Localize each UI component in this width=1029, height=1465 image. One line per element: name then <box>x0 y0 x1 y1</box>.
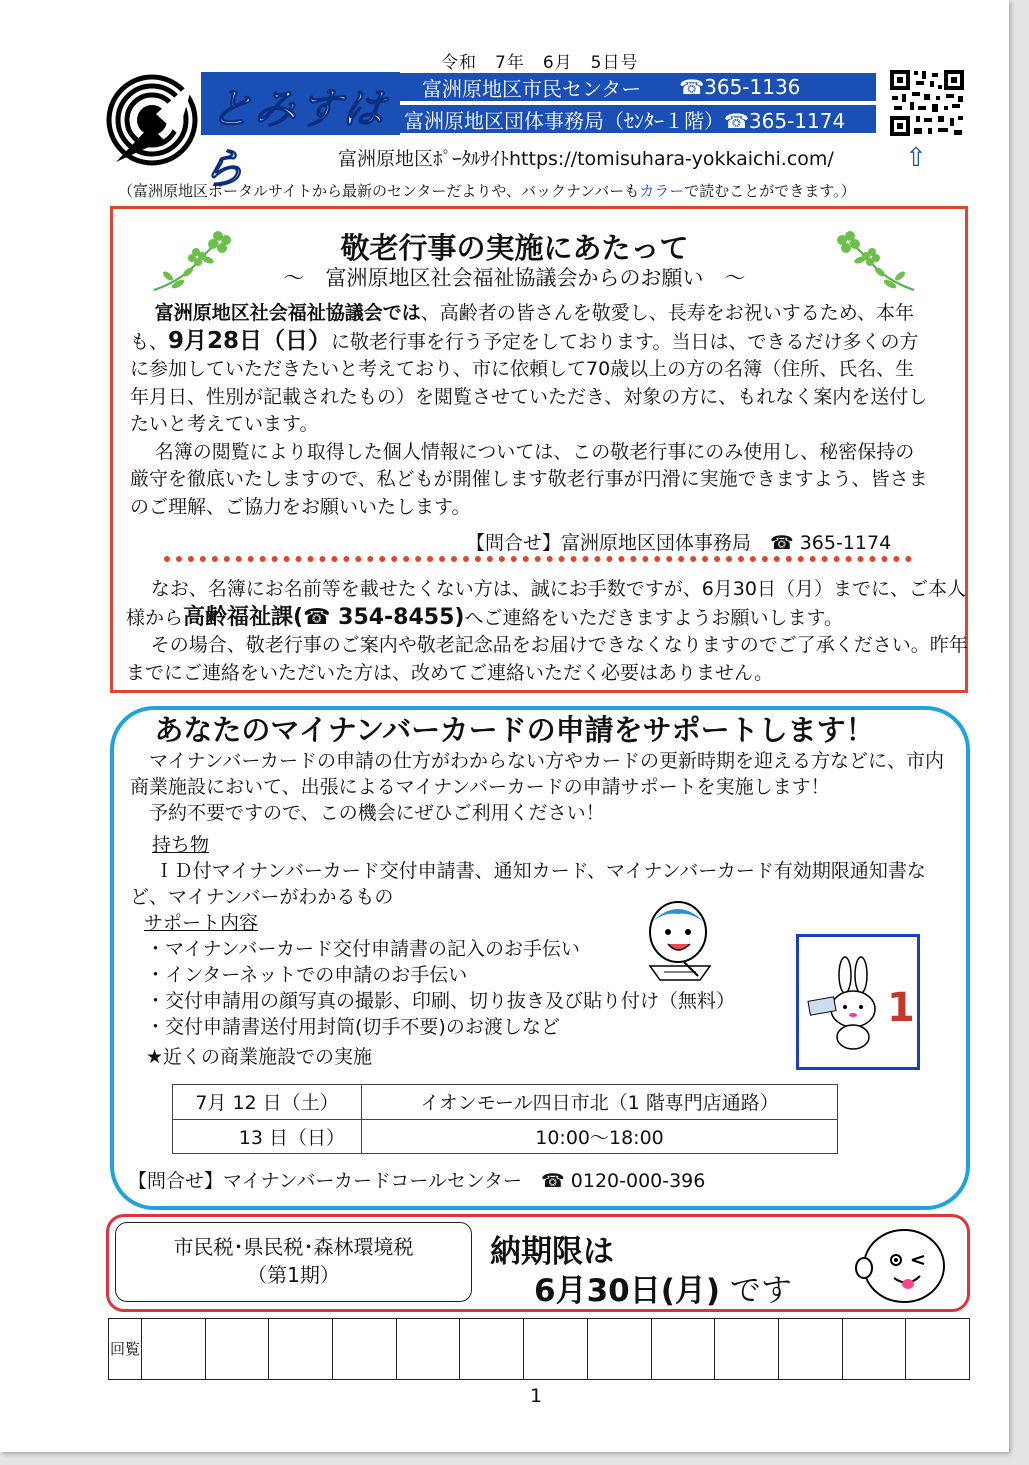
schedule-table <box>172 1084 838 1154</box>
schedule-info: 10:00～18:00 <box>362 1119 838 1154</box>
section1-paragraph4: その場合、敬老行事のご案内や敬老記念品をお届けできなくなりますのでご了承ください。昨年までにご連絡をいただいた方は、改めてご連絡いただく必要はありません。 <box>126 634 968 684</box>
circulation-cell <box>842 1319 906 1380</box>
schedule-date: 13 日（日） <box>173 1119 362 1154</box>
items-text: ＩＤ付マイナンバーカード交付申請書、通知カード、マイナンバーカード有効期限通知書など、マイナンバーがわかるもの <box>130 860 926 908</box>
schedule-info: イオンモール四日市北（1 階専門店通路） <box>362 1085 838 1120</box>
section2-title: あなたのマイナンバーカードの申請をサポートします！ <box>154 713 875 747</box>
nearby-heading: ★近くの商業施設での実施 <box>146 1046 373 1068</box>
section1-title: 敬老行事の実施にあたって <box>340 231 689 265</box>
section2-paragraph2: 予約不要ですので、この機会にぜひご利用ください！ <box>149 802 605 824</box>
circulation-cell <box>205 1319 269 1380</box>
qr-code[interactable] <box>888 68 966 138</box>
circulation-cell <box>651 1319 715 1380</box>
center-info <box>400 73 876 101</box>
center-name: 富洲原地区市民センター <box>422 76 642 101</box>
tax-name-box <box>115 1222 472 1302</box>
writing-character-illustration <box>640 896 720 984</box>
support-item: ・交付申請用の顔写真の撮影、印刷、切り抜き及び貼り付け（無料） <box>146 990 736 1012</box>
circulation-cell <box>715 1319 779 1380</box>
items-heading: 持ち物 <box>152 834 210 856</box>
due-date: 6月30日(月) <box>534 1273 721 1309</box>
section2-contact: 【問合せ】マイナンバーカードコールセンター ☎ 0120-000-396 <box>128 1170 706 1192</box>
circulation-cell <box>460 1319 524 1380</box>
issue-date: 令和 7年 6月 5日号 <box>441 53 639 73</box>
tax-period: （第1期） <box>247 1263 340 1287</box>
mynumber-mascot-box <box>796 934 920 1070</box>
section1-paragraph1: 富洲原地区社会福祉協議会では、高齢者の皆さんを敬愛し、長寿をお祝いするため、本年も、9月28日（日）に敬老行事を行う予定をしております。当日は、できるだけ多くの方に参加していただきたいと考えており、市に依頼して70歳以上の方の名簿（住所、氏名、生年月日、性別が記載されたもの）を閲覧させていただき、対象の方に、もれなく案内を送付したいと考えています。 <box>130 302 928 435</box>
center-phone: ☎365-1136 <box>679 75 801 99</box>
tomisuhara-logo <box>106 74 198 166</box>
section1-paragraph2: 名簿の閲覧により取得した個人情報については、この敬老行事にのみ使用し、秘密保持の厳守を徹底いたしますので、私どもが開催します敬老行事が円滑に実施できますよう、皆さまのご理解、ご協力をお願いいたします。 <box>130 440 928 518</box>
table-row <box>173 1085 838 1120</box>
section2-paragraph1: マイナンバーカードの申請の仕方がわからない方やカードの更新時期を迎える方などに、市内商業施設において、出張によるマイナンバーカードの申請サポートを実施します！ <box>130 750 944 798</box>
up-arrow-icon: ⇧ <box>905 143 927 173</box>
portal-site-link[interactable]: 富洲原地区ﾎﾟｰﾀﾙｻｲﾄhttps://tomisuhara-yokkaichi.com/ <box>338 148 834 170</box>
office-info: 富洲原地区団体事務局（ｾﾝﾀｰ１階）☎365-1174 <box>400 105 876 133</box>
dotted-divider <box>164 556 912 568</box>
circulation-label: 回覧 <box>109 1319 142 1380</box>
table-row <box>173 1119 838 1154</box>
circulation-cell <box>906 1319 970 1380</box>
section1-paragraph3: なお、名簿にお名前等を載せたくない方は、誠にお手数ですが、6月30日（月）までに、ご本人様から高齢福祉課(☎ 354-8455)へご連絡をいただきますようお願いします。 <box>126 578 966 630</box>
tax-name: 市民税･県民税･森林環境税 <box>173 1235 414 1259</box>
section1-contact: 【問合せ】富洲原地区団体事務局 ☎ 365-1174 <box>466 532 892 554</box>
circulation-table <box>108 1318 970 1380</box>
support-item: ・マイナンバーカード交付申請書の記入のお手伝い <box>146 938 580 960</box>
circulation-cell <box>524 1319 588 1380</box>
support-heading: サポート内容 <box>144 912 259 934</box>
circulation-cell <box>142 1319 206 1380</box>
section1-subtitle: ～ 富洲原地区社会福祉協議会からのお願い ～ <box>283 266 746 290</box>
circulation-cell <box>396 1319 460 1380</box>
due-date-line: 6月30日(月) です <box>534 1273 792 1309</box>
circulation-cell <box>269 1319 333 1380</box>
circulation-cell <box>333 1319 397 1380</box>
portal-note: （富洲原地区ポータルサイトから最新のセンターだよりや、バックナンバーもカラーで読むことができます。） <box>118 182 856 200</box>
section1-body <box>130 300 930 521</box>
winking-face-icon <box>846 1226 952 1306</box>
support-item: ・交付申請書送付用封筒(切手不要)のお渡しなど <box>146 1016 560 1038</box>
schedule-date: 7月 12 日（土） <box>173 1085 362 1120</box>
circulation-cell <box>778 1319 842 1380</box>
newsletter-title: とみすはら <box>201 72 400 135</box>
mascot-number: 1 <box>887 985 915 1031</box>
support-item: ・インターネットでの申請のお手伝い <box>146 964 468 986</box>
table-row <box>109 1319 970 1380</box>
page-number: 1 <box>530 1385 543 1407</box>
due-label: 納期限は <box>490 1234 614 1270</box>
section1-note <box>126 576 968 687</box>
circulation-cell <box>587 1319 651 1380</box>
